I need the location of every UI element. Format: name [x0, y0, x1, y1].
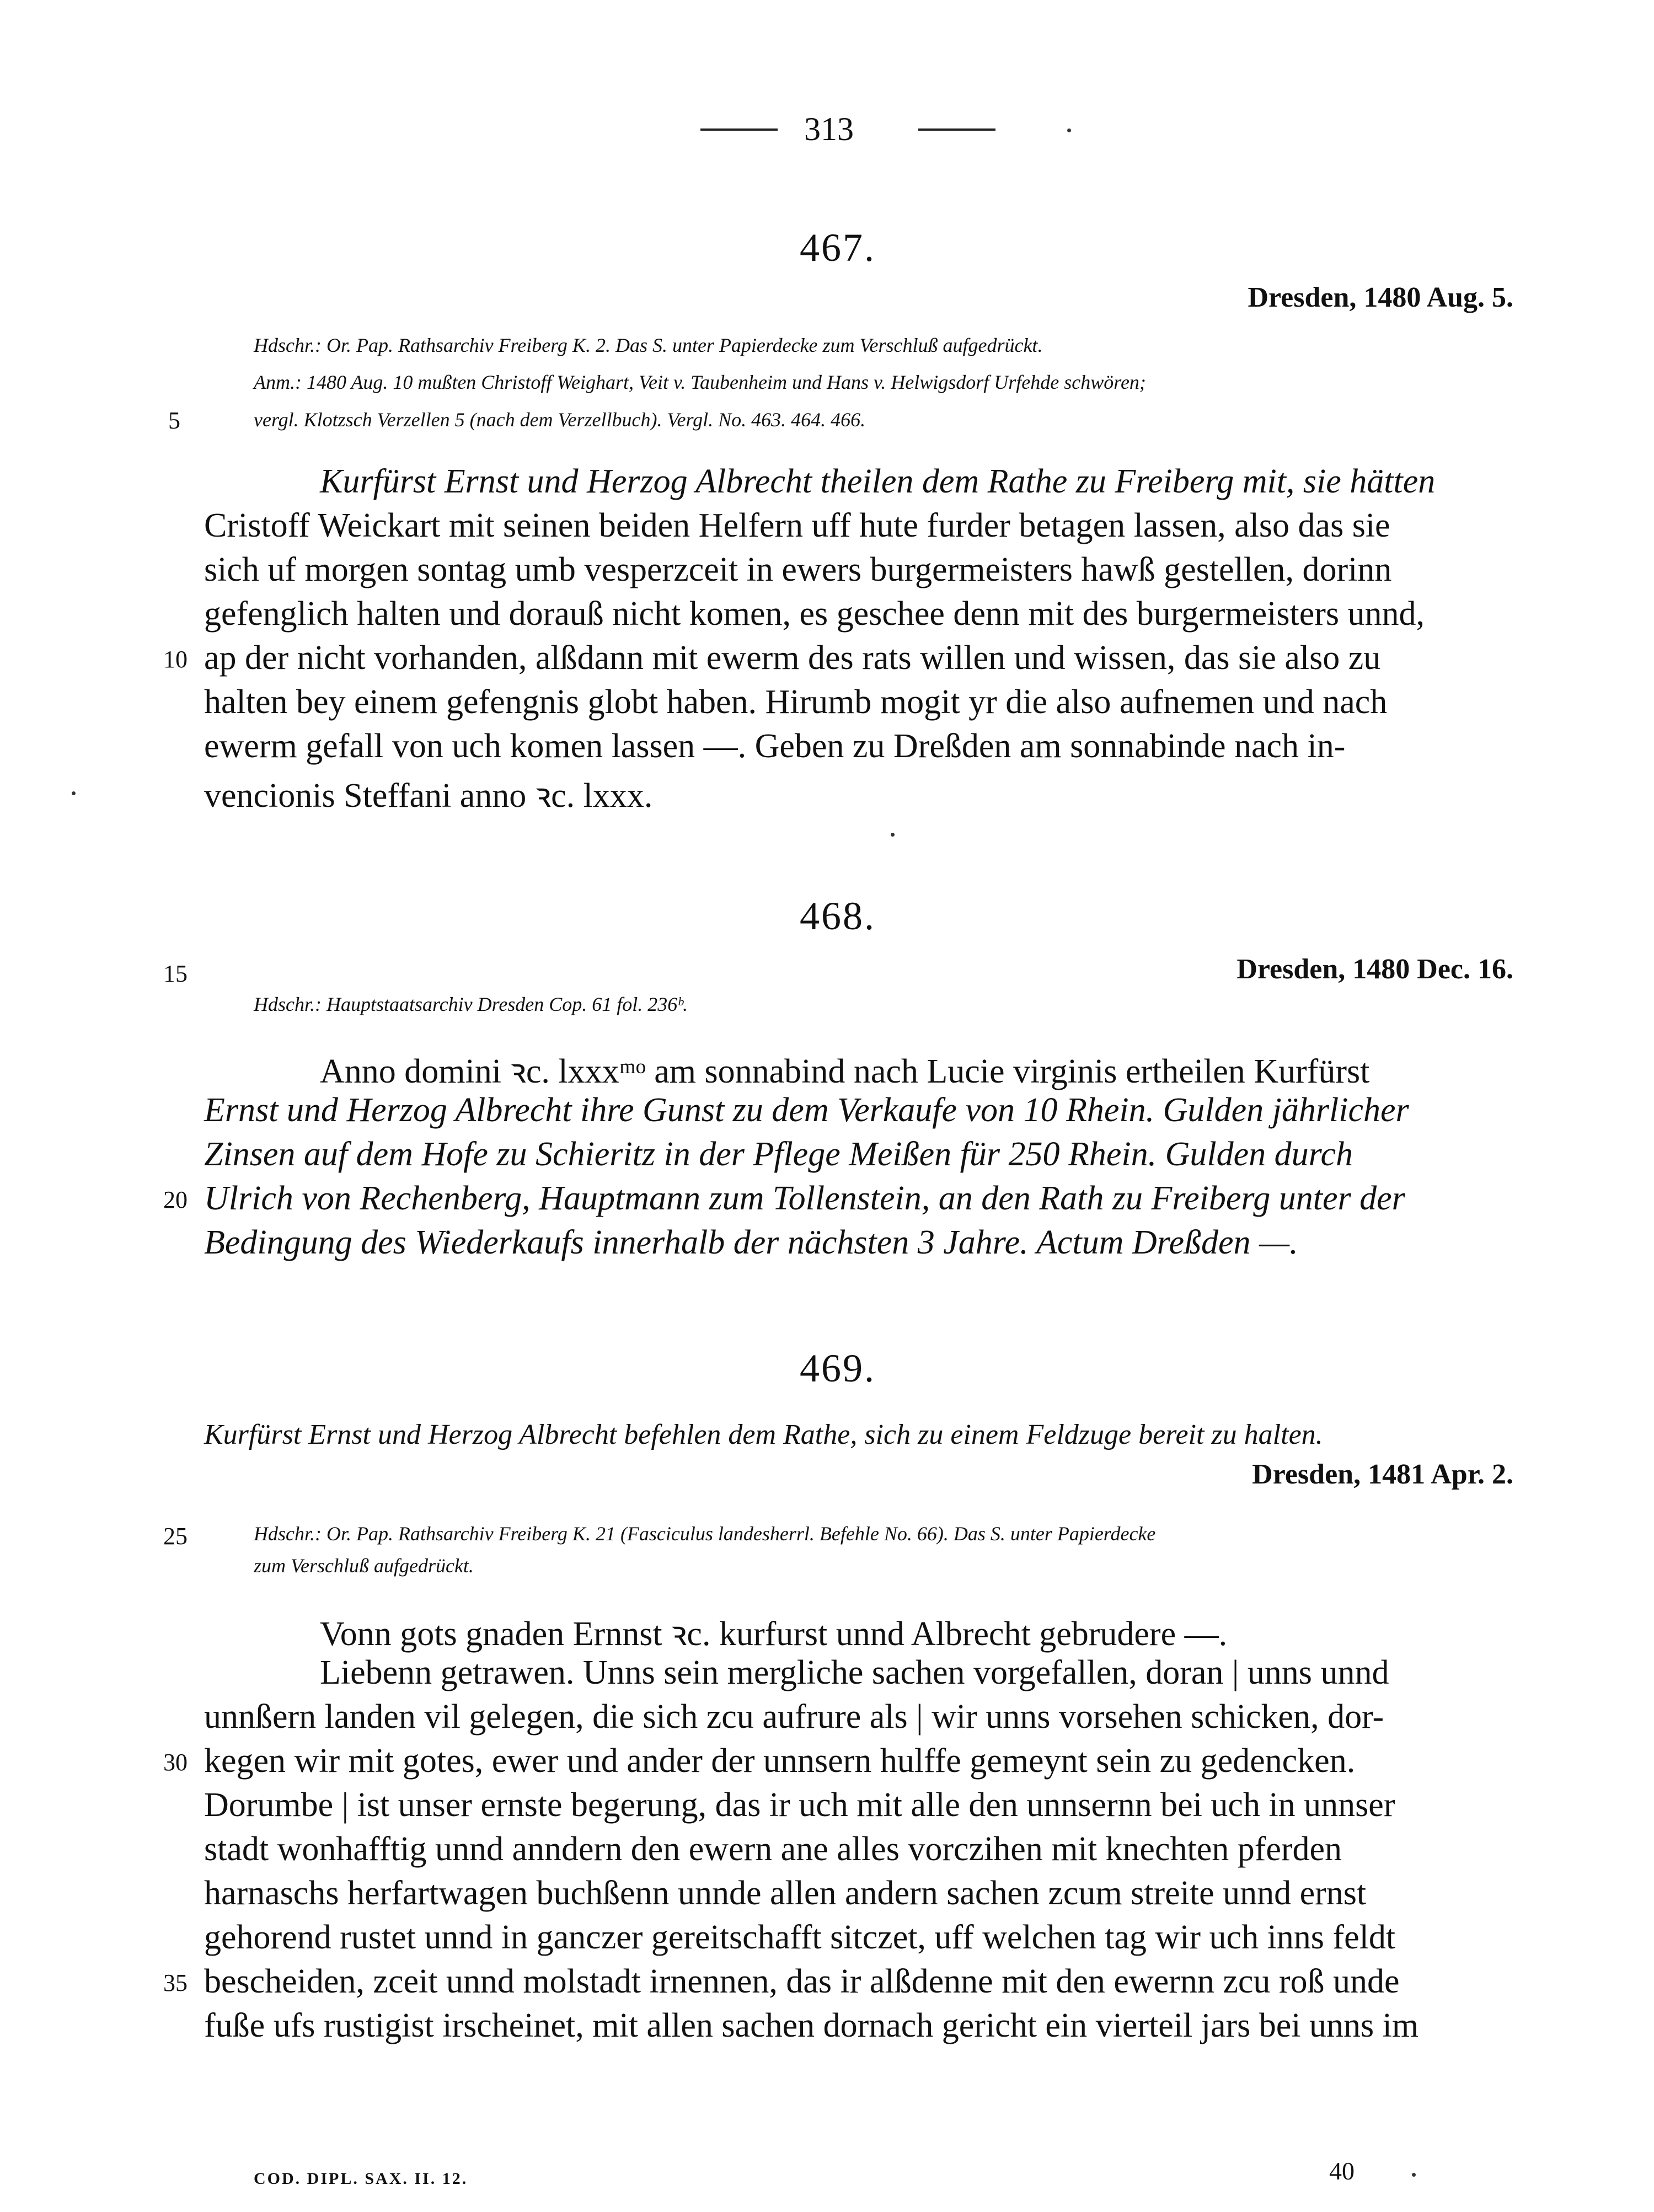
entry-body-line: Bedingung des Wiederkaufs innerhalb der nächsten 3 Jahre. Actum Dreßden —. [204, 1224, 1298, 1261]
line-number: 30 [163, 1749, 188, 1776]
line-number: 25 [163, 1523, 188, 1550]
entry-body-line: Dorumbe | ist unser ernste begerung, das ir uch mit alle den unnsernn bei uch in unnser [204, 1786, 1395, 1824]
entry-body-line: bescheiden, zceit unnd molstadt irnennen, das ir alßdenne mit den ewernn zcu roß unde [204, 1963, 1400, 2000]
entry-body-line: Cristoff Weickart mit seinen beiden Helfern uff hute furder betagen lassen, also das sie [204, 507, 1390, 544]
entry-number: 467. [800, 226, 876, 270]
entry-note: Hdschr.: Hauptstaatsarchiv Dresden Cop. 61 fol. 236ᵇ. [254, 993, 688, 1015]
entry-body-line: fuße ufs rustigist irscheinet, mit allen sachen dornach gericht ein vierteil jars bei unns im [204, 2007, 1419, 2044]
footer-signature: COD. DIPL. SAX. II. 12. [254, 2170, 468, 2188]
line-number: 10 [163, 646, 188, 673]
entry-body-line: Zinsen auf dem Hofe zu Schieritz in der Pflege Meißen für 250 Rhein. Gulden durch [204, 1136, 1353, 1173]
line-number: 5 [168, 407, 180, 434]
page-header [700, 110, 998, 147]
entry-body-line: sich uf morgen sontag umb vesperzceit in ewers burgermeisters hawß gestellen, dorinn [204, 551, 1392, 588]
entry-dateline: Dresden, 1480 Aug. 5. [1248, 282, 1513, 313]
entry-body-line: ap der nicht vorhanden, alßdann mit ewerm des rats willen und wissen, das sie also zu [204, 639, 1381, 677]
line-number: 20 [163, 1186, 188, 1213]
page-number: 313 [804, 111, 854, 147]
entry-dateline: Dresden, 1480 Dec. 16. [1237, 954, 1513, 985]
footer-sheet-number: 40 [1329, 2157, 1355, 2185]
scan-speck [1067, 128, 1071, 132]
entry-body-line: ewerm gefall von uch komen lassen —. Geben zu Dreßden am sonnabinde nach in- [204, 727, 1346, 765]
entry-body-line: harnaschs herfartwagen buchßenn unnde allen andern sachen zcum streite unnd ernst [204, 1874, 1367, 1912]
header-rule-left [700, 128, 778, 131]
line-number: 35 [163, 1969, 188, 1996]
line-number: 15 [163, 960, 188, 987]
entry-dateline: Dresden, 1481 Apr. 2. [1252, 1459, 1513, 1490]
entry-body-line: stadt wonhafftig unnd anndern den ewern ane alles vorczihen mit knechten pferden [204, 1830, 1342, 1868]
entry-body-line: Liebenn getrawen. Unns sein mergliche sachen vorgefallen, doran | unns unnd [320, 1654, 1389, 1691]
entry-note: Hdschr.: Or. Pap. Rathsarchiv Freiberg K. 21 (Fasciculus landesherrl. Befehle No. 66). Das S. unter Papierdecke [254, 1523, 1156, 1545]
entry-body-line: Vonn gots gnaden Ernnst ꝛc. kurfurst unnd Albrecht gebrudere —. [320, 1615, 1228, 1653]
header-rule-right [918, 128, 995, 131]
entry-body-line: kegen wir mit gotes, ewer und ander der unnsern hulffe gemeynt sein zu gedencken. [204, 1742, 1356, 1780]
entry-body-line: vencionis Steffani anno ꝛc. lxxx. [204, 777, 653, 815]
entry-body-line: gefenglich halten und dorauß nicht komen, es geschee denn mit des burgermeisters unnd, [204, 595, 1425, 633]
entry-body-line: gehorend rustet unnd in ganczer gereitschafft sitczet, uff welchen tag wir uch inns feldt [204, 1919, 1396, 1956]
entry-body-line: Ernst und Herzog Albrecht ihre Gunst zu dem Verkaufe von 10 Rhein. Gulden jährlicher [204, 1091, 1409, 1129]
entry-note: Hdschr.: Or. Pap. Rathsarchiv Freiberg K. 2. Das S. unter Papierdecke zum Verschluß aufgedrückt. [254, 334, 1043, 356]
entry-headline: Kurfürst Ernst und Herzog Albrecht befehlen dem Rathe, sich zu einem Feldzuge bereit zu halten. [204, 1419, 1323, 1450]
scan-speck [72, 791, 76, 795]
entry-note: zum Verschluß aufgedrückt. [254, 1555, 474, 1577]
entry-number: 468. [800, 894, 876, 938]
entry-number: 469. [800, 1346, 876, 1390]
entry-body-line: halten bey einem gefengnis globt haben. Hirumb mogit yr die also aufnemen und nach [204, 683, 1388, 721]
scan-speck [891, 833, 895, 837]
entry-note: Anm.: 1480 Aug. 10 mußten Christoff Weighart, Veit v. Taubenheim und Hans v. Helwigsdorf Urfehde schwören; [254, 371, 1146, 393]
entry-body-line: Kurfürst Ernst und Herzog Albrecht theilen dem Rathe zu Freiberg mit, sie hätten [320, 463, 1436, 500]
entry-body-line: unnßern landen vil gelegen, die sich zcu aufrure als | wir unns vorsehen schicken, dor- [204, 1698, 1384, 1736]
entry-body-line: Ulrich von Rechenberg, Hauptmann zum Tollenstein, an den Rath zu Freiberg unter der [204, 1180, 1405, 1217]
scan-speck [1412, 2173, 1416, 2177]
entry-body-line: Anno domini ꝛc. lxxxᵐᵒ am sonnabind nach Lucie virginis ertheilen Kurfürst [320, 1053, 1370, 1090]
entry-note: vergl. Klotzsch Verzellen 5 (nach dem Verzellbuch). Vergl. No. 463. 464. 466. [254, 409, 866, 431]
